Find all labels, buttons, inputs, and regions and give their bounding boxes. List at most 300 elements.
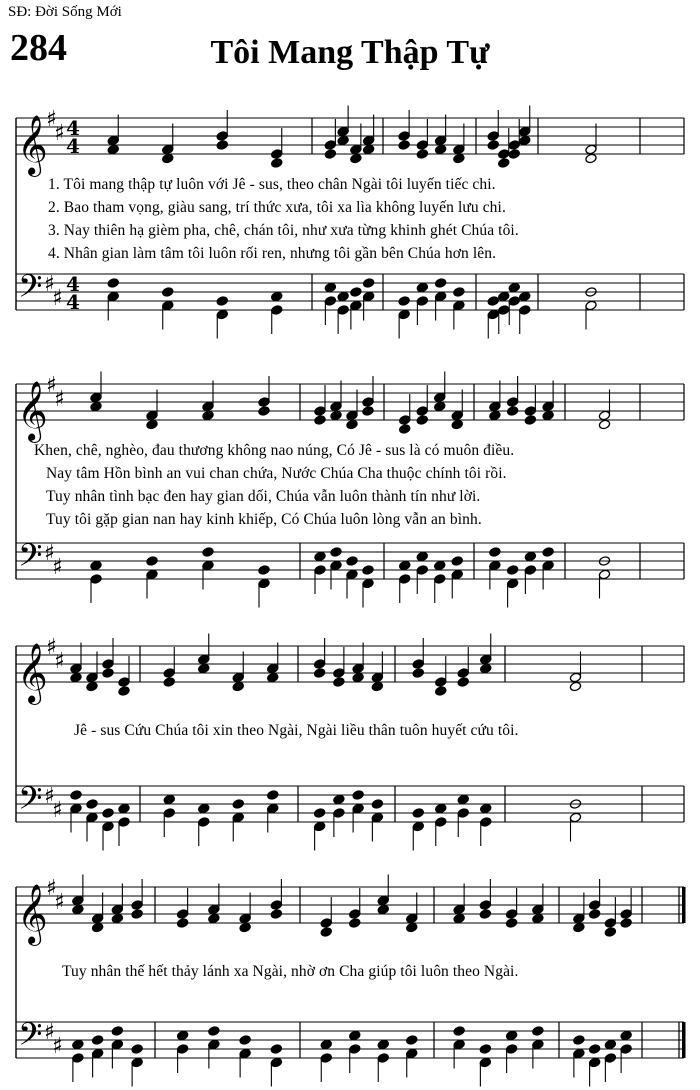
notehead <box>91 1035 103 1046</box>
notehead <box>330 410 342 421</box>
notehead <box>573 922 585 933</box>
key-sharp-icon: ♯ <box>44 541 55 566</box>
notehead <box>314 551 326 562</box>
notehead <box>532 1026 544 1037</box>
notehead <box>271 149 283 160</box>
notehead <box>118 677 130 688</box>
notehead <box>505 918 517 929</box>
notehead <box>398 140 410 151</box>
notehead <box>102 659 114 670</box>
notehead <box>176 909 188 920</box>
notehead <box>350 144 362 155</box>
notehead <box>598 419 610 430</box>
notehead <box>487 309 499 320</box>
notehead <box>453 913 465 924</box>
notehead <box>377 904 389 915</box>
notehead <box>371 681 383 692</box>
notehead <box>216 140 228 151</box>
notehead <box>519 135 531 146</box>
notehead <box>198 663 210 674</box>
notehead <box>416 140 428 151</box>
lyric-line-s2-v3: Tuy nhân tình bạc đen hay gian dối, Chúa vẫn luôn thành tín như lời. <box>46 488 481 505</box>
notehead <box>146 410 158 421</box>
notehead <box>232 681 244 692</box>
notehead <box>324 149 336 160</box>
notehead <box>489 401 501 412</box>
notehead <box>487 131 499 142</box>
notehead <box>377 1053 389 1064</box>
notehead <box>398 131 410 142</box>
notehead <box>569 681 581 692</box>
notehead <box>90 401 102 412</box>
notehead <box>451 419 463 430</box>
bass-clef-icon: 𝄢 <box>18 268 43 312</box>
notehead <box>399 415 411 426</box>
notehead <box>216 309 228 320</box>
key-sharp-icon: ♯ <box>54 387 65 412</box>
notehead <box>434 401 446 412</box>
notehead <box>620 1030 632 1041</box>
notehead <box>498 305 510 316</box>
key-sharp-icon: ♯ <box>44 784 55 809</box>
notehead <box>146 569 158 580</box>
notehead <box>505 909 517 920</box>
notehead <box>239 1035 251 1046</box>
notehead <box>434 392 446 403</box>
notehead <box>416 296 428 307</box>
lyric-line-s1-v1: 1. Tôi mang thập tự luôn với Jê - sus, theo chân Ngài tôi luyến tiếc chi. <box>48 176 496 193</box>
notehead <box>479 1044 491 1055</box>
notehead <box>349 918 361 929</box>
notehead <box>434 291 446 302</box>
notehead <box>146 556 158 567</box>
notehead <box>519 305 531 316</box>
notehead <box>542 560 554 571</box>
notehead <box>416 149 428 160</box>
notehead <box>362 406 374 417</box>
notehead <box>72 1053 84 1064</box>
notehead <box>111 1039 123 1050</box>
notehead <box>604 918 616 929</box>
notehead <box>70 663 82 674</box>
notehead <box>208 1039 220 1050</box>
notehead <box>107 135 119 146</box>
notehead <box>480 803 492 814</box>
notehead <box>118 803 130 814</box>
key-sharp-icon: ♯ <box>44 272 55 297</box>
notehead <box>131 1057 143 1068</box>
final-barline-thick <box>682 1022 686 1058</box>
notehead <box>588 909 600 920</box>
notehead <box>573 1048 585 1059</box>
notehead <box>270 909 282 920</box>
notehead <box>416 406 428 417</box>
notehead <box>435 817 447 828</box>
key-sharp-icon: ♯ <box>52 555 63 580</box>
notehead <box>202 560 214 571</box>
notehead <box>480 663 492 674</box>
notehead <box>573 913 585 924</box>
notehead <box>479 900 491 911</box>
notehead <box>86 812 98 823</box>
notehead <box>337 135 349 146</box>
lyric-line-s1-v4: 4. Nhân gian làm tâm tôi luôn rối ren, nhưng tôi gần bên Chúa hơn lên. <box>48 245 497 262</box>
notehead <box>362 565 374 576</box>
notehead <box>371 812 383 823</box>
notehead <box>434 560 446 571</box>
notehead <box>480 654 492 665</box>
notehead <box>585 144 597 155</box>
notehead <box>519 291 531 302</box>
notehead <box>453 1026 465 1037</box>
notehead <box>324 282 336 293</box>
notehead <box>453 300 465 311</box>
notehead <box>118 817 130 828</box>
notehead <box>91 922 103 933</box>
treble-clef-icon: 𝄞 <box>17 884 48 944</box>
key-sharp-icon: ♯ <box>54 121 65 146</box>
bass-clef-icon: 𝄢 <box>18 1016 43 1060</box>
notehead <box>102 821 114 832</box>
notehead <box>406 922 418 933</box>
notehead <box>508 140 520 151</box>
notehead <box>457 808 469 819</box>
notehead <box>352 663 364 674</box>
notehead <box>320 918 332 929</box>
notehead <box>435 677 447 688</box>
notehead <box>542 547 554 558</box>
notehead <box>86 681 98 692</box>
notehead <box>239 1048 251 1059</box>
notehead <box>506 578 518 589</box>
notehead <box>479 1057 491 1068</box>
notehead <box>569 672 581 683</box>
notehead <box>377 895 389 906</box>
notehead <box>202 401 214 412</box>
final-barline-thick <box>682 887 686 923</box>
key-sharp-icon: ♯ <box>54 649 65 674</box>
notehead <box>479 909 491 920</box>
notehead <box>102 808 114 819</box>
notehead <box>337 305 349 316</box>
notehead <box>198 817 210 828</box>
notehead <box>604 1053 616 1064</box>
notehead <box>487 140 499 151</box>
notehead <box>324 140 336 151</box>
notehead <box>346 556 358 567</box>
notehead <box>162 144 174 155</box>
notehead <box>72 895 84 906</box>
notehead <box>314 565 326 576</box>
notehead <box>333 677 345 688</box>
notehead <box>412 659 424 670</box>
notehead <box>346 410 358 421</box>
notehead <box>352 790 364 801</box>
notehead <box>362 578 374 589</box>
notehead <box>162 300 174 311</box>
notehead <box>588 900 600 911</box>
notehead <box>118 686 130 697</box>
notehead <box>333 668 345 679</box>
notehead <box>202 410 214 421</box>
treble-clef-icon: 𝄞 <box>17 643 48 703</box>
notehead <box>333 808 345 819</box>
notehead <box>146 419 158 430</box>
notehead <box>107 278 119 289</box>
notehead <box>598 410 610 421</box>
notehead <box>398 296 410 307</box>
notehead <box>346 419 358 430</box>
key-sharp-icon: ♯ <box>46 635 57 660</box>
key-sharp-icon: ♯ <box>46 373 57 398</box>
bass-clef-icon: 𝄢 <box>18 780 43 824</box>
notehead <box>91 913 103 924</box>
notehead <box>434 574 446 585</box>
notehead <box>542 401 554 412</box>
notehead <box>416 415 428 426</box>
notehead <box>399 560 411 571</box>
notehead <box>176 1044 188 1055</box>
notehead <box>506 406 518 417</box>
notehead <box>371 799 383 810</box>
notehead <box>524 551 536 562</box>
hymn-title: Tôi Mang Thập Tự <box>210 34 490 71</box>
notehead <box>451 569 463 580</box>
notehead <box>330 560 342 571</box>
notehead <box>216 131 228 142</box>
key-sharp-icon: ♯ <box>52 286 63 311</box>
key-sharp-icon: ♯ <box>52 798 63 823</box>
notehead <box>162 287 174 298</box>
notehead <box>349 1030 361 1041</box>
notehead <box>412 821 424 832</box>
notehead <box>498 149 510 160</box>
notehead <box>258 578 270 589</box>
notehead <box>406 1048 418 1059</box>
notehead <box>573 1035 585 1046</box>
notehead <box>313 808 325 819</box>
notehead <box>349 909 361 920</box>
lyric-line-s1-v3: 3. Nay thiên hạ gièm pha, chê, chán tôi, như xưa từng khinh ghét Chúa tôi. <box>48 222 519 239</box>
notehead <box>457 794 469 805</box>
notehead <box>453 153 465 164</box>
notehead <box>320 1053 332 1064</box>
notehead <box>362 144 374 155</box>
notehead <box>585 153 597 164</box>
lyric-line-s4: Tuy nhân thế hết thảy lánh xa Ngài, nhờ ơn Cha giúp tôi luôn theo Ngài. <box>62 963 519 980</box>
notehead <box>72 1039 84 1050</box>
notehead <box>399 424 411 435</box>
notehead <box>453 1039 465 1050</box>
notehead <box>435 686 447 697</box>
notehead <box>412 668 424 679</box>
notehead <box>216 296 228 307</box>
notehead <box>107 291 119 302</box>
notehead <box>271 158 283 169</box>
notehead <box>506 565 518 576</box>
notehead <box>406 1035 418 1046</box>
lyric-line-s2-v4: Tuy tôi gặp gian nan hay kinh khiếp, Có Chúa luôn lòng vẫn an bình. <box>46 511 482 528</box>
time-signature-bottom: 4 <box>66 134 80 158</box>
notehead <box>434 135 446 146</box>
notehead <box>453 144 465 155</box>
notehead <box>362 291 374 302</box>
notehead <box>324 296 336 307</box>
notehead <box>267 663 279 674</box>
notehead <box>506 397 518 408</box>
notehead <box>208 1026 220 1037</box>
notehead <box>416 551 428 562</box>
notehead <box>532 904 544 915</box>
notehead <box>337 126 349 137</box>
notehead <box>371 672 383 683</box>
notehead <box>505 1030 517 1041</box>
notehead <box>451 556 463 567</box>
notehead <box>198 803 210 814</box>
notehead <box>352 672 364 683</box>
notehead <box>270 900 282 911</box>
notehead <box>519 126 531 137</box>
notehead <box>111 1026 123 1037</box>
notehead <box>352 803 364 814</box>
notehead <box>532 1039 544 1050</box>
notehead <box>208 913 220 924</box>
notehead <box>163 794 175 805</box>
notehead <box>313 821 325 832</box>
notehead <box>239 922 251 933</box>
notehead <box>489 410 501 421</box>
notehead <box>620 918 632 929</box>
notehead <box>270 1057 282 1068</box>
notehead <box>620 909 632 920</box>
notehead <box>330 401 342 412</box>
notehead <box>70 803 82 814</box>
notehead <box>267 672 279 683</box>
key-sharp-icon: ♯ <box>54 890 65 915</box>
notehead <box>163 677 175 688</box>
notehead <box>585 300 597 311</box>
notehead <box>271 305 283 316</box>
notehead <box>258 565 270 576</box>
notehead <box>333 794 345 805</box>
notehead <box>362 135 374 146</box>
notehead <box>416 565 428 576</box>
notehead <box>271 291 283 302</box>
notehead <box>524 406 536 417</box>
notehead <box>330 547 342 558</box>
notehead <box>90 560 102 571</box>
notehead <box>162 153 174 164</box>
notehead <box>457 677 469 688</box>
lyric-line-s2-v2: Nay tâm Hồn bình an vui chan chứa, Nước Chúa Cha thuộc chính tôi rồi. <box>46 465 507 482</box>
notehead <box>604 927 616 938</box>
notehead <box>258 397 270 408</box>
notehead <box>163 808 175 819</box>
notehead <box>267 803 279 814</box>
notehead <box>131 909 143 920</box>
notehead <box>362 397 374 408</box>
notehead <box>232 799 244 810</box>
notehead <box>542 410 554 421</box>
key-sharp-icon: ♯ <box>46 876 57 901</box>
notehead <box>350 287 362 298</box>
notehead <box>107 144 119 155</box>
notehead <box>498 291 510 302</box>
notehead <box>91 1048 103 1059</box>
notehead <box>434 144 446 155</box>
notehead <box>620 1044 632 1055</box>
notehead <box>267 790 279 801</box>
notehead <box>314 415 326 426</box>
notehead <box>453 287 465 298</box>
notehead <box>346 569 358 580</box>
bass-clef-icon: 𝄢 <box>18 537 43 581</box>
notehead <box>349 1044 361 1055</box>
notehead <box>524 415 536 426</box>
notehead <box>320 1039 332 1050</box>
notehead <box>86 799 98 810</box>
notehead <box>202 547 214 558</box>
notehead <box>588 1057 600 1068</box>
notehead <box>508 282 520 293</box>
notehead <box>232 672 244 683</box>
notehead <box>524 565 536 576</box>
notehead <box>313 659 325 670</box>
notehead <box>569 812 581 823</box>
notehead <box>498 158 510 169</box>
treble-clef-icon: 𝄞 <box>17 381 48 441</box>
notehead <box>232 812 244 823</box>
notehead <box>90 392 102 403</box>
notehead <box>598 569 610 580</box>
notehead <box>412 808 424 819</box>
notehead <box>239 913 251 924</box>
notehead <box>337 291 349 302</box>
notehead <box>320 927 332 938</box>
notehead <box>176 1030 188 1041</box>
notehead <box>70 790 82 801</box>
treble-clef-icon: 𝄞 <box>17 115 48 175</box>
time-signature-bottom: 4 <box>66 290 80 314</box>
notehead <box>350 153 362 164</box>
notehead <box>163 668 175 679</box>
notehead <box>451 410 463 421</box>
notehead <box>131 900 143 911</box>
notehead <box>86 672 98 683</box>
notehead <box>453 904 465 915</box>
notehead <box>480 817 492 828</box>
notehead <box>314 406 326 417</box>
notehead <box>508 296 520 307</box>
lyric-line-s1-v2: 2. Bao tham vọng, giàu sang, trí thức xưa, tôi xa lìa không luyến lưu chi. <box>48 199 506 216</box>
notehead <box>434 278 446 289</box>
notehead <box>270 1044 282 1055</box>
notehead <box>72 904 84 915</box>
key-sharp-icon: ♯ <box>46 107 57 132</box>
notehead <box>198 654 210 665</box>
notehead <box>505 1044 517 1055</box>
notehead <box>399 574 411 585</box>
notehead <box>90 574 102 585</box>
hymnal-source: SĐ: Đời Sống Mới <box>8 4 122 20</box>
notehead <box>350 300 362 311</box>
notehead <box>435 803 447 814</box>
notehead <box>489 560 501 571</box>
notehead <box>377 1039 389 1050</box>
notehead <box>489 547 501 558</box>
notehead <box>313 668 325 679</box>
key-sharp-icon: ♯ <box>44 1020 55 1045</box>
